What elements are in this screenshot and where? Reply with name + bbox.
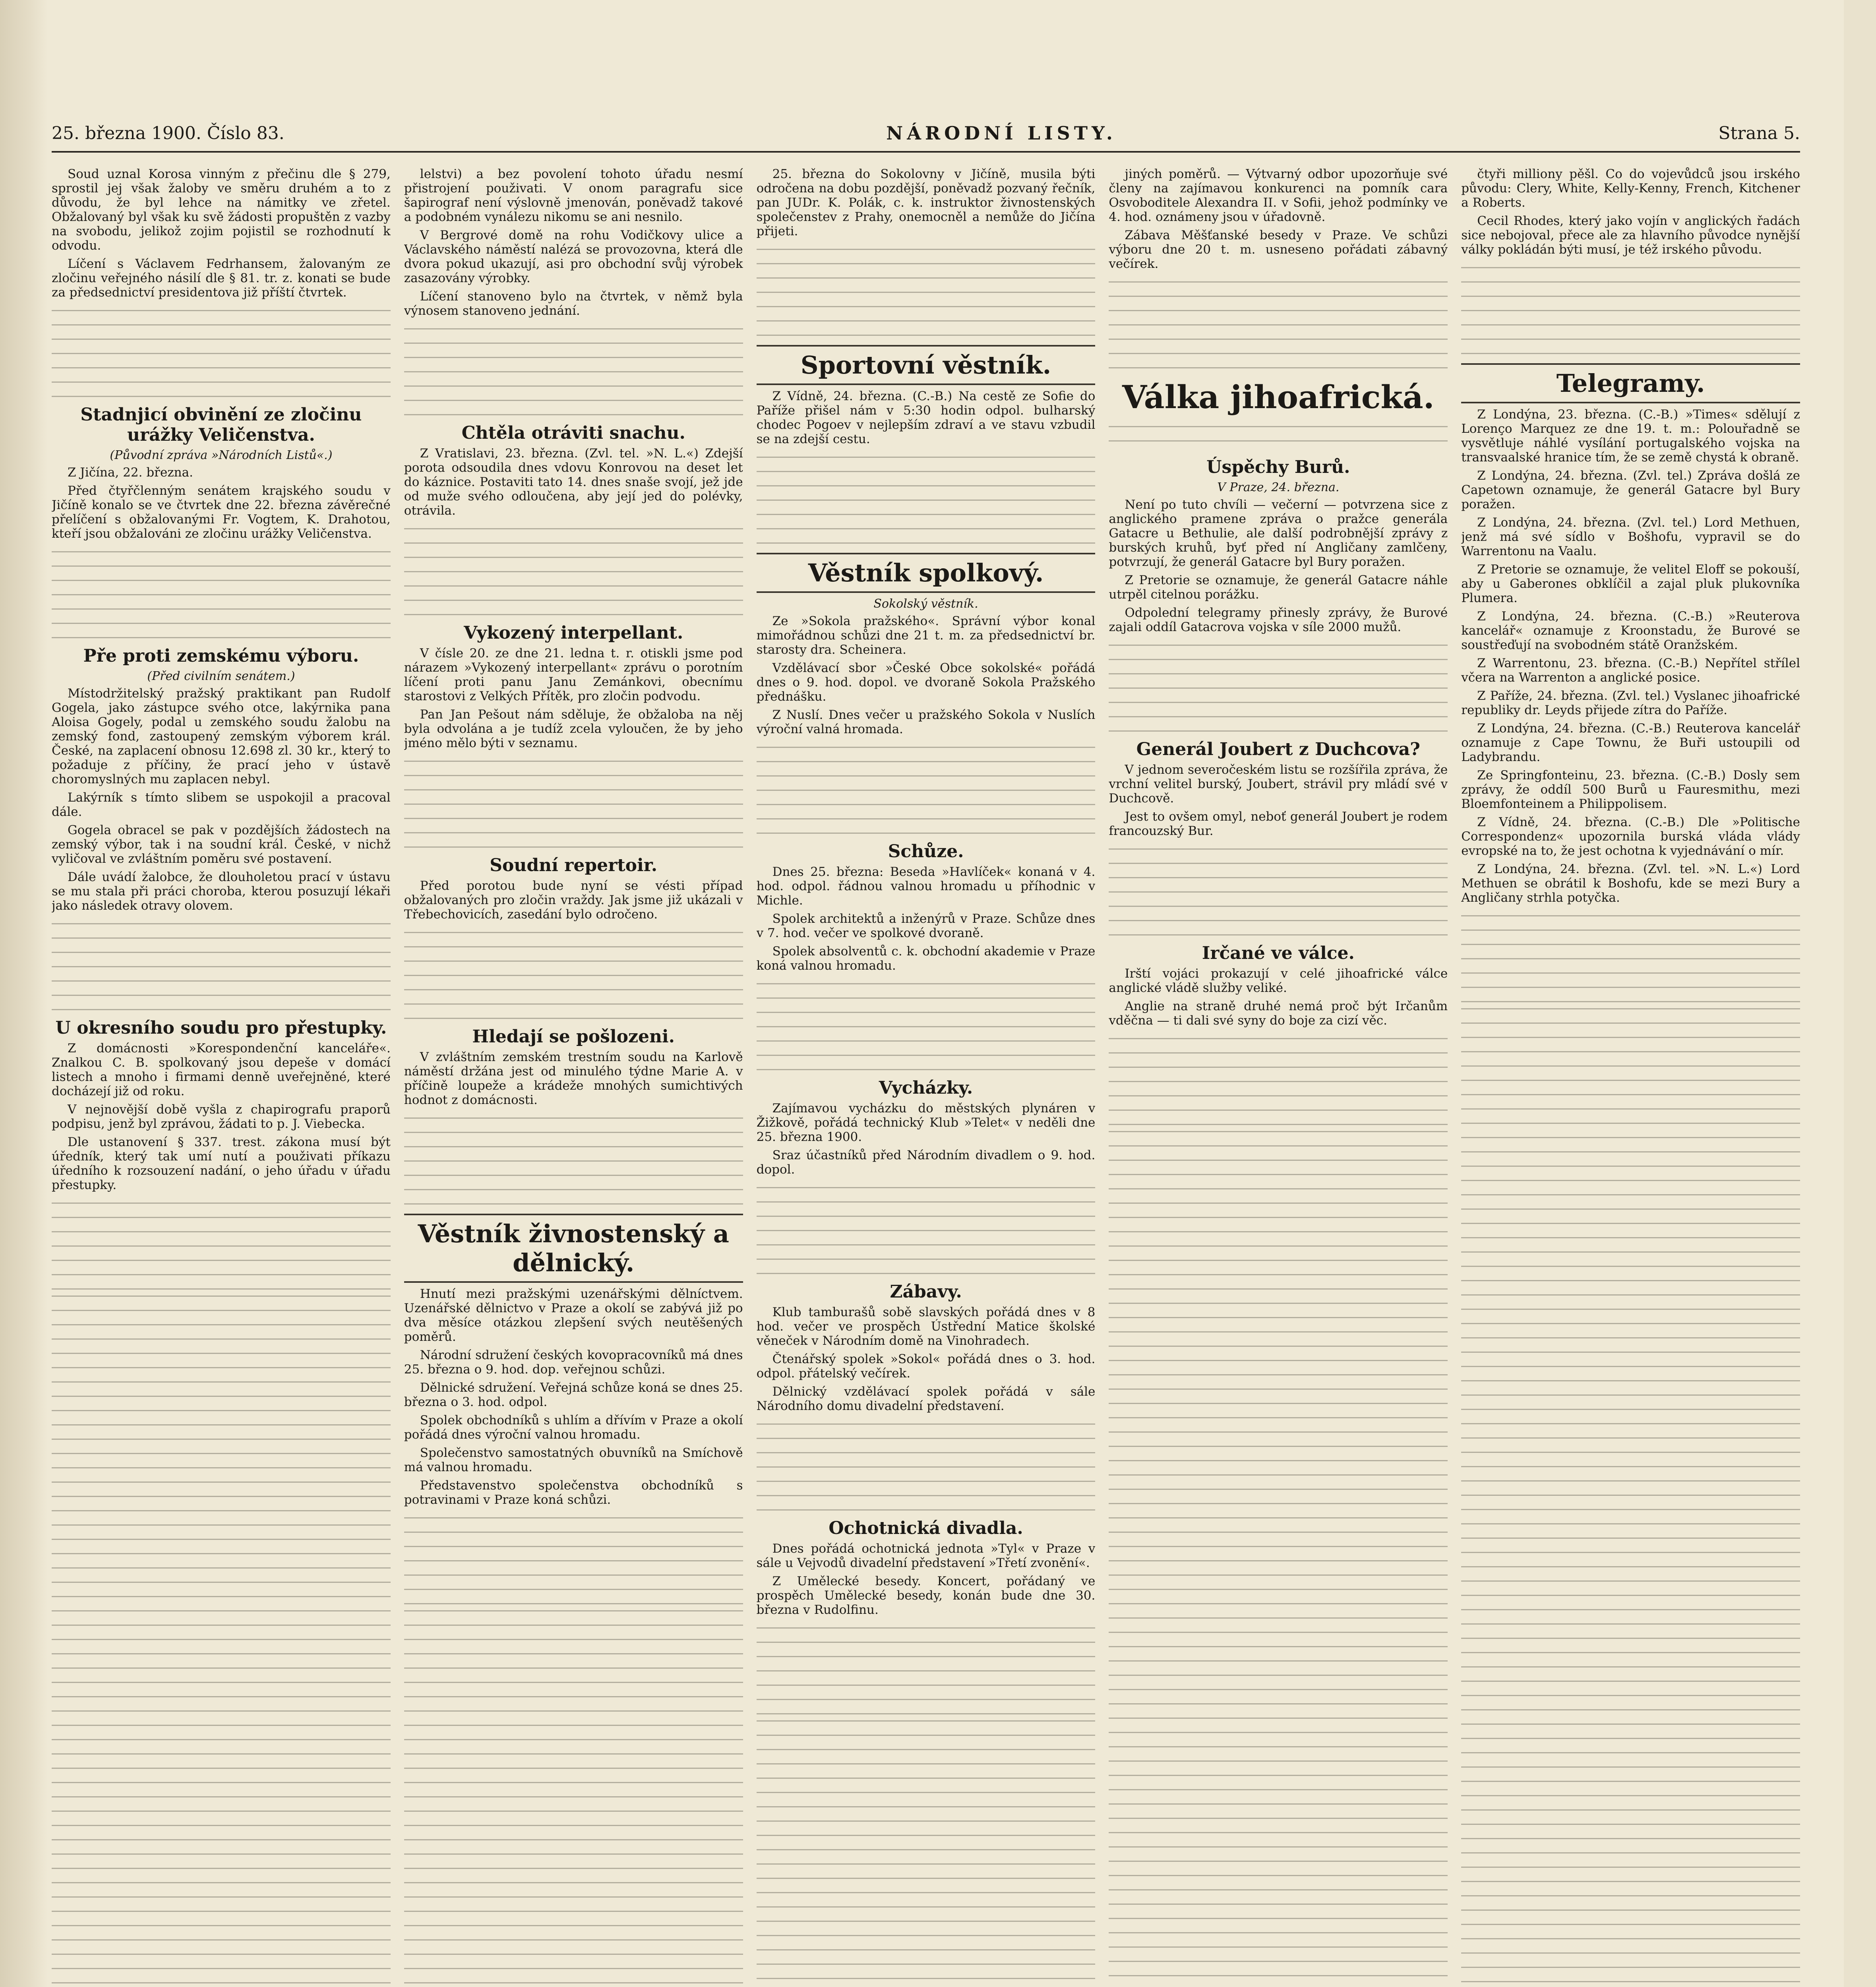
article-paragraph: Z Umělecké besedy. Koncert, pořádaný ve prospěch Umělecké besedy, konán bude dne 30. března v Rudolfinu. xyxy=(756,1574,1096,1617)
article-headline: U okresního soudu pro přestupky. xyxy=(55,1018,387,1038)
article xyxy=(52,1018,391,1192)
article-headline: Stadnjicí obvinění ze zločinu urážky Veličenstva. xyxy=(80,405,362,445)
article-paragraph: Společenstvo samostatných obuvníků na Smíchově má valnou hromadu. xyxy=(404,1446,743,1474)
article-headline: Generál Joubert z Duchcova? xyxy=(1136,739,1420,759)
text-block-texture xyxy=(1461,915,1800,1003)
text-block-texture xyxy=(52,551,391,639)
article-paragraph: Sraz účastníků před Národním divadlem o 9. hod. dopol. xyxy=(756,1148,1096,1177)
article-headline: Soudní repertoir. xyxy=(490,855,658,875)
article-headline: Hledají se pošlozeni. xyxy=(472,1026,675,1047)
article-paragraph: Z Londýna, 24. března. (Zvl. tel. »N. L.«) Lord Methuen se obrátil k Boshofu, kde se mezi Bury a Angličany strhla potyčka. xyxy=(1461,862,1800,905)
text-block-texture xyxy=(404,761,743,848)
article-paragraph: Spolek absolventů c. k. obchodní akademie v Praze koná valnou hromadu. xyxy=(756,944,1096,973)
article-paragraph: Líčení s Václavem Fedrhansem, žalovaným ze zločinu veřejného násilí dle § 81. tr. z. konati se bude za předsednictví presidentova již příští čtvrtek. xyxy=(52,257,391,300)
article-paragraph: V nejnovější době vyšla z chapirografu praporů podpisu, jenž byl zprávou, žádati to p. J. Viebecka. xyxy=(52,1102,391,1131)
article-paragraph: Lakýrník s tímto slibem se uspokojil a pracoval dále. xyxy=(52,790,391,819)
text-block-texture xyxy=(1109,281,1448,369)
columns-container xyxy=(52,167,1800,1987)
article-headline: Věstník spolkový. xyxy=(757,553,1096,593)
article-paragraph: Před čtyřčlenným senátem krajského soudu v Jičíně konalo se ve čtvrtek dne 22. března závěrečné přelíčení s obžalovanými Fr. Vogtem, K. Drahotou, kteří jsou obžalováni ze zločinu urážky Veličenstva. xyxy=(52,484,391,541)
article-paragraph: Čtenářský spolek »Sokol« pořádá dnes o 3. hod. odpol. přátelský večírek. xyxy=(756,1352,1096,1381)
text-block-texture xyxy=(404,1117,743,1205)
text-block-texture xyxy=(404,328,743,416)
article-paragraph: Zajímavou vycházku do městských plynáren v Žižkově, pořádá technický Klub »Telet« v neděli dne 25. března 1900. xyxy=(756,1101,1096,1144)
article-headline: Sportovní věstník. xyxy=(757,345,1096,385)
article-headline: Vykozený interpellant. xyxy=(464,623,683,643)
article-paragraph: Z Londýna, 24. března. (C.-B.) »Reuterova kancelář« oznamuje z Kroonstadu, že Burové se soustřeďují na svobodném státě Oranžském. xyxy=(1461,609,1800,652)
article-paragraph: Ze »Sokola pražského«. Správní výbor konal mimořádnou schůzi dne 21 t. m. za předsednictví br. starosty dra. Scheinera. xyxy=(756,614,1096,657)
article-paragraph: Cecil Rhodes, který jako vojín v anglických řadách sice nebojoval, přece ale za hlavního původce nynější války pokládán býti musí, je též irského původu. xyxy=(1461,214,1800,257)
article xyxy=(1461,167,1800,257)
page-number: Strana 5. xyxy=(1718,123,1800,143)
article-paragraph: Dělnický vzdělávací spolek pořádá v sále Národního domu divadelní představení. xyxy=(756,1385,1096,1413)
article-subhead: V Praze, 24. března. xyxy=(1217,480,1340,494)
article-paragraph: Gogela obracel se pak v pozdějších žádostech na zemský výbor, tak i na soudní král. České, v nichž vyličoval ve zvláštním poměru své postavení. xyxy=(52,823,391,866)
article-paragraph: Jest to ovšem omyl, neboť generál Joubert je rodem francouzský Bur. xyxy=(1109,810,1448,838)
article-paragraph: Anglie na straně druhé nemá proč být Irčanům vděčna — ti dali své syny do boje za cizí věc. xyxy=(1109,999,1448,1028)
article-paragraph: Místodržitelský pražský praktikant pan Rudolf Gogela, jako zástupce svého otce, lakýrnika pana Aloisa Gogely, podal u zemského soudu žalobu na zemský fond, zastoupený zemským výborem král. České, na zaplacení obnosu 12.698 zl. 30 kr., který to požaduje z příčiny, že prací jeho v ústavě choromyslných mu zaplacen nebyl. xyxy=(52,686,391,786)
article-paragraph: Z Pretorie se oznamuje, že velitel Eloff se pokouší, aby u Gaberones obklíčil a zajal pluk plukovníka Plumera. xyxy=(1461,562,1800,605)
text-block-texture xyxy=(52,1203,391,1290)
article-paragraph: Dnes pořádá ochotnická jednota »Tyl« v Praze v sále u Vejvodů divadelní představení »Třetí zvonění«. xyxy=(756,1542,1096,1570)
issue-date-number: 25. března 1900. Číslo 83. xyxy=(52,123,285,143)
article xyxy=(1109,457,1448,634)
article-paragraph: Spolek architektů a inženýrů v Praze. Schůze dnes v 7. hod. večer ve spolkové dvoraně. xyxy=(756,912,1096,940)
page-header xyxy=(52,115,1800,153)
text-block-texture xyxy=(1109,645,1448,732)
text-block-texture xyxy=(1109,1131,1448,1987)
article-headline: Pře proti zemskému výboru. xyxy=(83,646,359,666)
article-paragraph: čtyři milliony pěšl. Co do vojevůdců jsou irského původu: Clery, White, Kelly-Kenny, French, Kitchener a Roberts. xyxy=(1461,167,1800,210)
text-block-texture xyxy=(1461,1008,1800,1987)
article-subhead: (Původní zpráva »Národních Listů«.) xyxy=(110,448,333,462)
article-paragraph: Odpolední telegramy přinesly zprávy, že Burové zajali oddíl Gatacrova vojska v síle 2000 mužů. xyxy=(1109,606,1448,634)
masthead: NÁRODNÍ LISTY. xyxy=(886,122,1117,144)
article xyxy=(404,1026,743,1107)
article xyxy=(757,553,1096,736)
article-paragraph: Vzdělávací sbor »České Obce sokolské« pořádá dnes o 9. hod. dopol. ve dvoraně Sokola Pražského přednášku. xyxy=(756,661,1096,704)
text-block-texture xyxy=(757,983,1096,1071)
article xyxy=(757,841,1096,973)
text-block-texture xyxy=(404,1517,743,1605)
text-block-texture xyxy=(1461,267,1800,354)
article xyxy=(1109,943,1448,1028)
column-4 xyxy=(1109,167,1448,1987)
article-paragraph: Z Pretorie se oznamuje, že generál Gatacre náhle utrpěl citelnou porážku. xyxy=(1109,573,1448,602)
text-block-texture xyxy=(404,528,743,616)
text-block-texture xyxy=(404,1610,743,1987)
article xyxy=(1461,363,1800,905)
article xyxy=(757,1518,1096,1617)
article-paragraph: Dále uvádí žalobce, že dlouholetou prací v ústavu se mu stala při práci choroba, kterou posuzují lékaři jako následek otravy olovem. xyxy=(52,870,391,913)
article-paragraph: Z Vídně, 24. března. (C.-B.) Dle »Politische Correspondenz« upozornila burská vláda vlády evropské na to, že jest ochotna k vyjednávání o mír. xyxy=(1461,815,1800,858)
article-paragraph: Z Londýna, 24. března. (Zvl. tel.) Lord Methuen, jenž má své sídlo v Bošhofu, vypravil se do Warrentonu na Vaalu. xyxy=(1461,515,1800,558)
article-paragraph: Před porotou bude nyní se vésti případ obžalovaných pro zločin vraždy. Jak jsme již ukázali v Třebechovicích, zasedání bylo odročeno. xyxy=(404,879,743,922)
article-headline: Věstník živnostenský a dělnický. xyxy=(404,1214,743,1283)
article-paragraph: Z Londýna, 24. března. (Zvl. tel.) Zpráva došlá ze Capetown oznamuje, že generál Gatacre byl Bury poražen. xyxy=(1461,469,1800,511)
text-block-texture xyxy=(1109,1038,1448,1125)
article-paragraph: V jednom severočeském listu se rozšířila zpráva, že vrchní velitel burský, Joubert, strávil pry mládí své v Duchcově. xyxy=(1109,763,1448,806)
article-paragraph: Z Jičína, 22. března. xyxy=(68,465,193,480)
article-subhead: Sokolský věstník. xyxy=(873,597,978,611)
text-block-texture xyxy=(1109,848,1448,936)
article xyxy=(757,167,1096,238)
article-headline: Zábavy. xyxy=(890,1282,962,1302)
article-paragraph: Zábava Měšťanské besedy v Praze. Ve schůzi výboru dne 20 t. m. usneseno pořádati zábavný večírek. xyxy=(1109,228,1448,271)
article-paragraph: Národní sdružení českých kovopracovníků má dnes 25. března o 9. hod. dop. veřejnou schůzi. xyxy=(404,1348,743,1377)
article-headline: Chtěla otráviti snachu. xyxy=(461,423,685,443)
article-paragraph: Z domácnosti »Korespondenční kanceláře«. Znalkou C. B. spolkovaný jsou depeše v domácí listech a mnoho i firmami denně uveřejněné, které docházejí již od roku. xyxy=(52,1041,391,1098)
article xyxy=(1109,739,1448,838)
article-paragraph: Irští vojáci prokazují v celé jihoafrické válce anglické vládě služby veliké. xyxy=(1109,966,1448,995)
article-paragraph: Z Warrentonu, 23. března. (C.-B.) Nepřítel střílel včera na Warrenton a anglické posice. xyxy=(1461,656,1800,685)
article-paragraph: Klub tamburašů sobě slavských pořádá dnes v 8 hod. večer ve prospěch Ústřední Matice školské věneček v Národním domě na Vinohradech. xyxy=(756,1305,1096,1348)
article-headline: Schůze. xyxy=(888,841,964,862)
text-block-texture xyxy=(757,249,1096,336)
article-headline: Vycházky. xyxy=(879,1078,973,1098)
article xyxy=(404,423,743,518)
text-block-texture xyxy=(757,1627,1096,1715)
article-paragraph: Soud uznal Korosa vinným z přečinu dle § 279, sprostil jej však žaloby ve směru druhém a to z důvodu, že byl lehce na námitky ve zřetel. Obžalovaný byl však ku svě žádosti propuštěn z vazby na svobodu, jelikož zojim pojistil se rozhodnutí k odvodu. xyxy=(52,167,391,253)
text-block-texture xyxy=(52,923,391,1011)
article-headline: Irčané ve válce. xyxy=(1202,943,1355,963)
article xyxy=(52,167,391,300)
article xyxy=(404,1214,743,1507)
text-block-texture xyxy=(757,1720,1096,1987)
article-paragraph: Z Nuslí. Dnes večer u pražského Sokola v Nuslích výroční valná hromada. xyxy=(756,708,1096,736)
text-block-texture xyxy=(404,932,743,1019)
article-paragraph: Z Londýna, 24. března. (C.-B.) Reuterova kancelář oznamuje z Cape Townu, že Buři ustoupili od Ladybrandu. xyxy=(1461,721,1800,764)
article xyxy=(52,405,391,541)
column-3 xyxy=(757,167,1096,1987)
text-block-texture xyxy=(1109,426,1448,450)
article-paragraph: Představenstvo společenstva obchodníků s potravinami v Praze koná schůzi. xyxy=(404,1478,743,1507)
article xyxy=(757,1078,1096,1177)
article xyxy=(1109,378,1448,416)
article-paragraph: V zvláštním zemském trestním soudu na Karlově náměstí držána jest od minulého týdne Marie A. v příčině loupeže a krádeže mnohých sumichtivých hodnot z domácnosti. xyxy=(404,1050,743,1107)
article-paragraph: Z Paříže, 24. března. (Zvl. tel.) Vyslanec jihoafrické republiky dr. Leyds přijede zítra do Paříže. xyxy=(1461,689,1800,717)
article-paragraph: Líčení stanoveno bylo na čtvrtek, v němž byla výnosem stanoveno jednání. xyxy=(404,289,743,318)
column-1 xyxy=(52,167,391,1987)
article-paragraph: 25. března do Sokolovny v Jičíně, musila býti odročena na dobu pozdější, poněvadž pozvaný řečník, pan JUDr. K. Polák, c. k. instruktor živnostenských společenstev z Prahy, onemocněl a nemůže do Jičína přijeti. xyxy=(756,167,1096,238)
article-paragraph: jiných poměrů. — Výtvarný odbor upozorňuje své členy na zajímavou konkurenci na pomník cara Osvoboditele Alexandra II. v Sofii, jehož podmínky ve 4. hod. oznámeny jsou v úřadovně. xyxy=(1109,167,1448,224)
article xyxy=(1109,167,1448,271)
article xyxy=(52,646,391,913)
article-paragraph: Spolek obchodníků s uhlím a dřívím v Praze a okolí pořádá dnes výroční valnou hromadu. xyxy=(404,1413,743,1442)
article-paragraph: Není po tuto chvíli — večerní — potvrzena sice z anglického pramene zpráva o pražce generála Gatacre u Bethulie, ale další podrobnější zprávy z burských kruhů, byť před ní Angličany zamlčeny, potvrzují, že generál Gatacre byl Bury poražen. xyxy=(1109,498,1448,569)
text-block-texture xyxy=(757,1187,1096,1274)
article xyxy=(757,345,1096,446)
article-paragraph: Dle ustanovení § 337. trest. zákona musí být úředník, který tak umí nutí a použivati příkazu úředního k rozsouzení nadání, o jeho úřadu v úřadu přestupky. xyxy=(52,1135,391,1192)
text-block-texture xyxy=(757,1423,1096,1511)
article xyxy=(757,1282,1096,1413)
text-block-texture xyxy=(757,747,1096,834)
text-block-texture xyxy=(757,457,1096,544)
article-paragraph: Dnes 25. března: Beseda »Havlíček« konaná v 4. hod. odpol. řádnou valnou hromadu u příhodnic v Michle. xyxy=(756,865,1096,908)
article-paragraph: Hnutí mezi pražskými uzenářskými dělníctvem. Uzenářské dělnictvo v Praze a okolí se zabývá již po dva měsíce otázkou zlepšení svých neutěšených poměrů. xyxy=(404,1287,743,1344)
text-block-texture xyxy=(52,1296,391,1987)
article xyxy=(404,167,743,318)
article-subhead: (Před civilním senátem.) xyxy=(147,669,295,683)
article-paragraph: V Bergrové domě na rohu Vodičkovy ulice a Václavského náměstí nalézá se provozovna, která dle dvora pokud ukazují, asi pro obchodní svůj výrobek zasazovány výrobky. xyxy=(404,228,743,285)
article-headline: Telegramy. xyxy=(1461,363,1800,403)
page-gutter xyxy=(0,0,48,1987)
article xyxy=(404,855,743,922)
article-paragraph: Pan Jan Pešout nám sděluje, že obžaloba na něj byla odvolána a je tudíž zcela vyloučen, že by jeho jméno mělo býti v seznamu. xyxy=(404,707,743,750)
article-paragraph: Z Vídně, 24. března. (C.-B.) Na cestě ze Sofie do Paříže přišel nám v 5:30 hodin odpol. bulharský chodec Pogoev v nejlepším zdraví a ve stavu vzbudil se na zdejší cestu. xyxy=(756,389,1096,446)
text-block-texture xyxy=(52,310,391,397)
article xyxy=(404,623,743,750)
article-paragraph: Z Londýna, 23. března. (C.-B.) »Times« sdělují z Lorenço Marquez ze dne 19. t. m.: Polouřadně se vysvětluje náhlé vysílání portugalského vojska na transvaalské hranice tím, že se země chystá k obraně. xyxy=(1461,407,1800,465)
article-paragraph: Ze Springfonteinu, 23. března. (C.-B.) Dosly sem zprávy, že oddíl 500 Burů u Fauresmithu, mezi Bloemfonteinem a Philippolisem. xyxy=(1461,768,1800,811)
article-paragraph: Z Vratislavi, 23. března. (Zvl. tel. »N. L.«) Zdejší porota odsoudila dnes vdovu Konrovou na deset let do káznice. Postaviti tato 14. dnes snaše svojí, jež jde od muže svého odloučena, aby její jed do polévky, otrávila. xyxy=(404,446,743,518)
article-headline: Ochotnická divadla. xyxy=(829,1518,1023,1538)
article-paragraph: Dělnické sdružení. Veřejná schůze koná se dnes 25. března o 3. hod. odpol. xyxy=(404,1381,743,1409)
article-headline: Válka jihoafrická. xyxy=(1122,378,1435,416)
article-headline: Úspěchy Burů. xyxy=(1206,457,1350,477)
column-5 xyxy=(1461,167,1800,1987)
article-paragraph: lelstvi) a bez povolení tohoto úřadu nesmí přistrojení použivati. V onom paragrafu sice šapirograf není výslovně jmenován, poněvadž takové a podobném vynálezu nikomu se ani nesnilo. xyxy=(404,167,743,224)
column-2 xyxy=(404,167,743,1987)
article-paragraph: V čísle 20. ze dne 21. ledna t. r. otiskli jsme pod nárazem »Vykozený interpellant« zprávu o porotním líčení proti panu Janu Zemánkovi, obecnímu starostovi z Velkých Přítěk, pro zločin podvodu. xyxy=(404,646,743,703)
